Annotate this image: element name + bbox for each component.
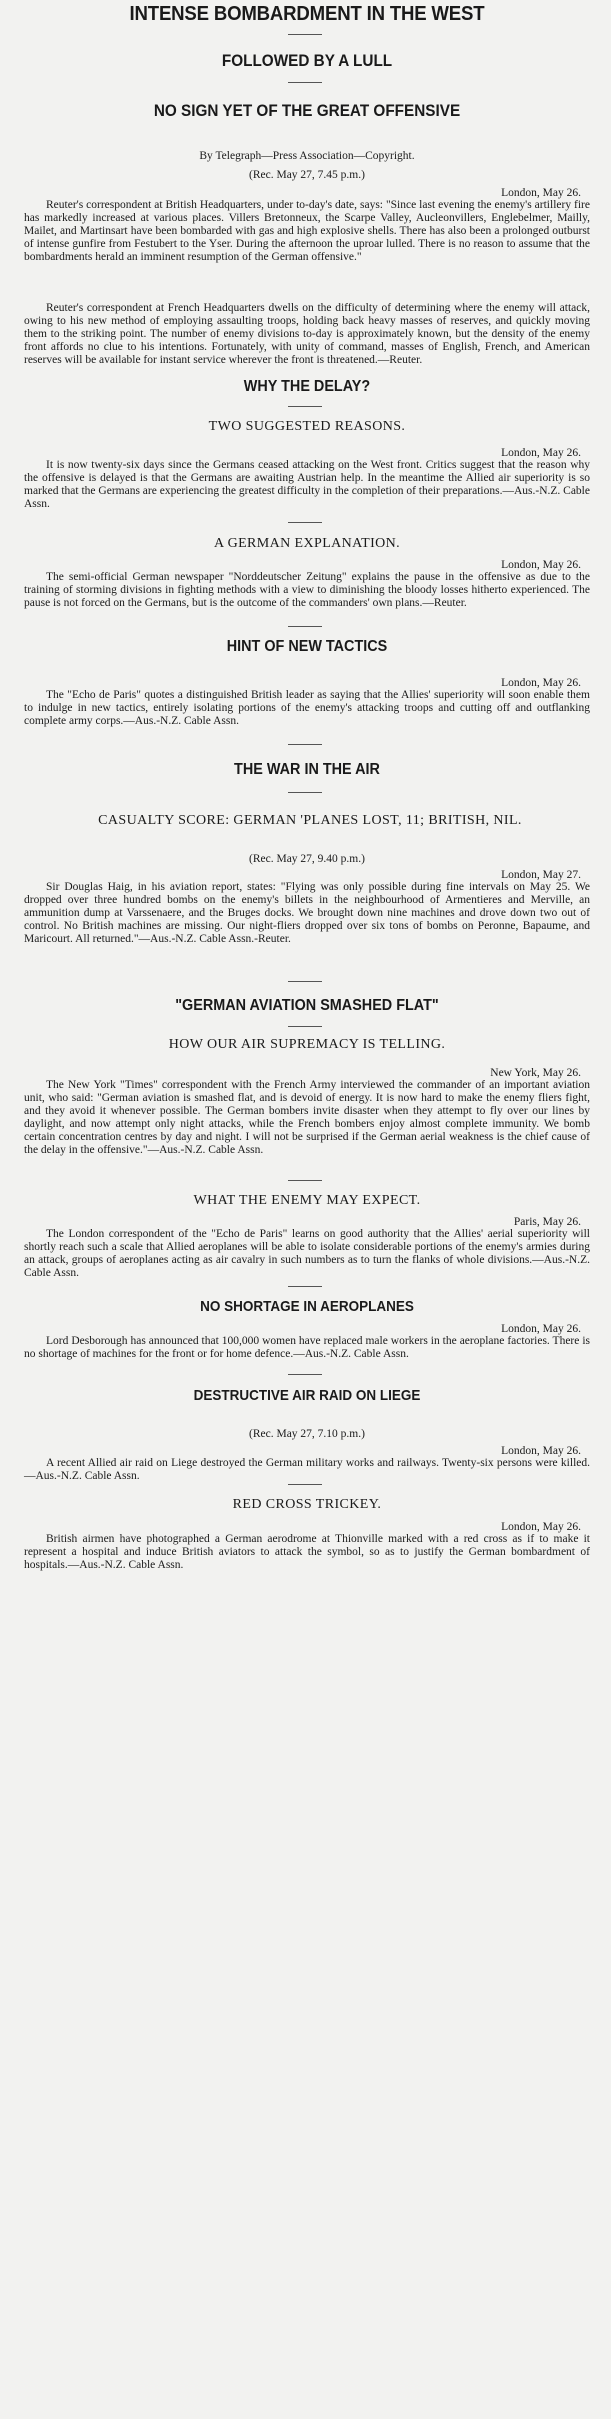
article-paragraph: British airmen have photographed a German aerodrome at Thionville marked with a red cross as if to make it represent a hospital and induce British aviators to attack the symbol, so as to justify the German bombardment of hospitals.—Aus.-N.Z. Cable Assn. [24,1533,590,1571]
divider [288,34,322,35]
headline-sub-2: NO SIGN YET OF THE GREAT OFFENSIVE [153,101,461,120]
article-paragraph: The New York "Times" correspondent with the French Army interviewed the commander of an important aviation unit, who said: "German aviation is smashed flat, and is devoid of energy. It is now hard to make the enemy fliers fight, and they avoid it whenever possible. The German bombers invite disaster when they attempt to fly over our lines by daylight, and now attempt only night attacks, while the French bombers enjoy almost complete immunity. We bomb certain concentration centres by day and night. I will not be surprised if the German aerial weakness is the chief cause of the delay in the offensive."—Aus.-N.Z. Cable Assn. [24,1079,590,1156]
received-note: (Rec. May 27, 9.40 p.m.) [249,853,365,865]
dateline: London, May 26. [501,1445,581,1457]
section-heading-aviation-smashed: "GERMAN AVIATION SMASHED FLAT" [175,997,439,1014]
divider [288,1026,322,1027]
section-heading-new-tactics: HINT OF NEW TACTICS [226,638,388,655]
dateline: London, May 26. [501,1323,581,1335]
divider [288,981,322,982]
dateline: New York, May 26. [490,1067,581,1079]
divider [288,82,322,83]
section-heading-war-in-air: THE WAR IN THE AIR [234,761,380,778]
divider [288,626,322,627]
article-paragraph: Reuter's correspondent at French Headquarters dwells on the difficulty of determining where the enemy will attack, owing to his new method of employing assaulting troops, holding back heavy masses of reserves, and quickly moving them to the striking point. The number of enemy divisions to-day is approximately known, but the density of the enemy front affords no clue to his intentions. Fortunately, with unity of command, masses of English, French, and American reserves will be available for instant service wherever the front is threatened.—Reuter. [24,302,590,366]
headline-sub: FOLLOWED BY A LULL [221,51,393,70]
section-heading-why-delay: WHY THE DELAY? [243,378,371,395]
section-subheading-enemy-expect: WHAT THE ENEMY MAY EXPECT. [193,1193,421,1208]
article-paragraph: The "Echo de Paris" quotes a distinguished British leader as saying that the Allies' superiority will soon enable them to indulge in new tactics, entirely isolating portions of the enemy's attacking troops and cutting off and outflanking complete army corps.—Aus.-N.Z. Cable Assn. [24,689,590,727]
section-subheading-casualty-score: CASUALTY SCORE: GERMAN 'PLANES LOST, 11; BRITISH, NIL. [98,813,522,828]
section-heading-no-shortage: NO SHORTAGE IN AEROPLANES [200,1298,414,1315]
divider [288,1374,322,1375]
divider [288,1484,322,1485]
dateline: London, May 26. [501,677,581,689]
byline: By Telegraph—Press Association—Copyright. [199,150,415,162]
dateline: London, May 26. [501,559,581,571]
received-note: (Rec. May 27, 7.10 p.m.) [249,1428,365,1440]
headline-main: INTENSE BOMBARDMENT IN THE WEST [129,3,485,25]
divider [288,1286,322,1287]
divider [288,1180,322,1181]
dateline: Paris, May 26. [513,1216,581,1228]
article-paragraph: A recent Allied air raid on Liege destroyed the German military works and railways. Twenty-six persons were killed.—Aus.-N.Z. Cable Assn. [24,1457,590,1482]
article-paragraph: The London correspondent of the "Echo de Paris" learns on good authority that the Allies' aerial superiority will shortly reach such a scale that Allied aeroplanes will be able to isolate considerable portions of the enemy's armies during an attack, groups of aeroplanes acting as air cavalry in such numbers as to turn the flanks of whole divisions.—Aus.-N.Z. Cable Assn. [24,1228,590,1279]
article-paragraph: The semi-official German newspaper "Norddeutscher Zeitung" explains the pause in the offensive as due to the training of storming divisions in fighting methods with a view to diminishing the bloody losses hitherto experienced. The pause is not forced on the Germans, but is the outcome of the commanders' own plans.—Reuter. [24,571,590,609]
dateline: London, May 27. [501,869,581,881]
section-subheading-air-supremacy: HOW OUR AIR SUPREMACY IS TELLING. [168,1037,446,1052]
section-heading-liege-raid: DESTRUCTIVE AIR RAID ON LIEGE [193,1387,421,1404]
divider [288,522,322,523]
article-paragraph: Sir Douglas Haig, in his aviation report, states: "Flying was only possible during fine intervals on May 25. We dropped over three hundred bombs on the enemy's billets in the neighbourhood of Armentieres and Merville, an ammunition dump at Varssenaere, and the Bruges docks. We brought down nine machines and drove down two out of control. No British machines are missing. Our night-fliers dropped over six tons of bombs on Peronne, Bapaume, and Maricourt. All returned."—Aus.-N.Z. Cable Assn.-Reuter. [24,881,590,945]
article-paragraph: It is now twenty-six days since the Germans ceased attacking on the West front. Critics suggest that the reason why the offensive is delayed is that the Germans are awaiting Austrian help. In the meantime the Allied air superiority is so marked that the Germans are experiencing the greatest difficulty in the completion of their preparations.—Aus.-N.Z. Cable Assn. [24,459,590,510]
section-subheading-reasons: TWO SUGGESTED REASONS. [208,419,406,434]
dateline: London, May 26. [501,1521,581,1533]
received-note: (Rec. May 27, 7.45 p.m.) [249,169,365,181]
divider [288,792,322,793]
section-subheading-red-cross: RED CROSS TRICKEY. [232,1497,382,1512]
dateline: London, May 26. [501,447,581,459]
dateline: London, May 26. [501,187,581,199]
article-paragraph: Reuter's correspondent at British Headquarters, under to-day's date, says: "Since last evening the enemy's artillery fire has markedly increased at various places. Villers Bretonneux, the Scarpe Valley, Aucleonvillers, Englebelmer, Mailly, Mailet, and Martinsart have been bombarded with gas and high explosive shells. There has also been a prolonged outburst of intense gunfire from Festubert to the Yser. During the afternoon the uproar lulled. There is no reason to assume that the bombardments herald an imminent resumption of the German offensive." [24,199,590,263]
article-paragraph: Lord Desborough has announced that 100,000 women have replaced male workers in the aeroplane factories. There is no shortage of machines for the front or for home defence.—Aus.-N.Z. Cable Assn. [24,1335,590,1360]
divider [288,744,322,745]
section-subheading-german-explanation: A GERMAN EXPLANATION. [213,536,401,551]
divider [288,406,322,407]
